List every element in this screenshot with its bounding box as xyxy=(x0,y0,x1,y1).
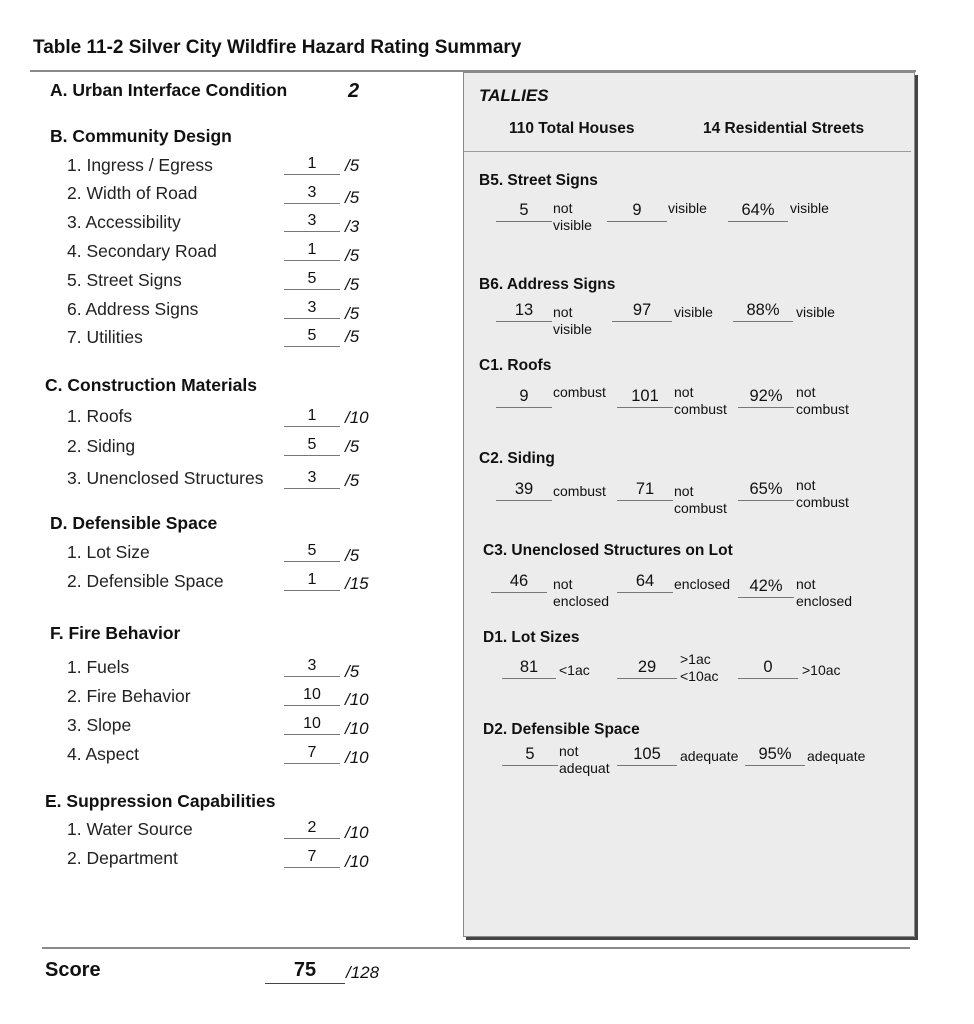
tally-value: 101 xyxy=(617,386,673,408)
rating-value: 3 xyxy=(284,184,340,204)
tally-heading: B5. Street Signs xyxy=(479,172,598,189)
rating-max: /5 xyxy=(345,327,360,346)
rating-label: 4. Aspect xyxy=(67,744,139,764)
tally-value: 105 xyxy=(617,744,677,766)
rating-value: 1 xyxy=(284,407,340,427)
tally-value: 65% xyxy=(738,479,794,501)
rating-value: 3 xyxy=(284,212,340,232)
tally-label: visible xyxy=(674,304,713,320)
tally-label: not enclosed xyxy=(796,576,853,609)
section-c-label: C. Construction Materials xyxy=(45,375,257,395)
rating-label: 2. Fire Behavior xyxy=(67,686,191,706)
tally-label: combust xyxy=(553,384,606,400)
tally-value: 39 xyxy=(496,479,552,501)
rating-label: 1. Ingress / Egress xyxy=(67,155,213,175)
rating-max: /10 xyxy=(345,852,369,871)
tally-label: not combust xyxy=(796,384,849,417)
tally-value: 97 xyxy=(612,300,672,322)
rating-max: /5 xyxy=(345,437,360,456)
tally-heading: D2. Defensible Space xyxy=(483,721,640,738)
rating-value: 10 xyxy=(284,715,340,735)
page-title: Table 11-2 Silver City Wildfire Hazard Rating Summary xyxy=(33,37,522,58)
rating-max: /5 xyxy=(345,304,360,323)
tally-value: 9 xyxy=(607,200,667,222)
tally-value: 81 xyxy=(502,657,556,679)
rating-max: /15 xyxy=(345,574,369,593)
rating-label: 6. Address Signs xyxy=(67,299,199,319)
rating-max: /3 xyxy=(345,217,360,236)
tally-label: not enclosed xyxy=(553,576,610,609)
tally-value: 92% xyxy=(738,386,794,408)
section-d-label: D. Defensible Space xyxy=(50,513,218,533)
section-a-value: 2 xyxy=(348,80,360,102)
tally-value: 0 xyxy=(738,657,798,679)
rating-value: 3 xyxy=(284,657,340,677)
rating-value: 7 xyxy=(284,848,340,868)
total-houses: 110 Total Houses xyxy=(509,120,635,137)
tally-label: not combust xyxy=(674,483,727,516)
section-e-label: E. Suppression Capabilities xyxy=(45,791,276,811)
rating-max: /5 xyxy=(345,471,360,490)
rating-label: 2. Defensible Space xyxy=(67,571,224,591)
rating-value: 3 xyxy=(284,299,340,319)
tally-value: 95% xyxy=(745,744,805,766)
tally-heading: C1. Roofs xyxy=(479,357,552,374)
score-max: /128 xyxy=(346,963,380,982)
rating-label: 1. Roofs xyxy=(67,406,133,426)
residential-streets: 14 Residential Streets xyxy=(703,120,865,137)
tally-label: enclosed xyxy=(674,576,731,592)
tally-heading: B6. Address Signs xyxy=(479,276,616,293)
tally-value: 13 xyxy=(496,300,552,322)
rating-label: 1. Water Source xyxy=(67,819,193,839)
rating-max: /10 xyxy=(345,823,369,842)
score-rule xyxy=(42,947,910,949)
tally-value: 42% xyxy=(738,576,794,598)
tally-value: 5 xyxy=(502,744,558,766)
tally-label: not adequat xyxy=(559,743,610,776)
rating-label: 5. Street Signs xyxy=(67,270,182,290)
tally-label: visible xyxy=(790,200,829,216)
rating-value: 5 xyxy=(284,542,340,562)
score-value: 75 xyxy=(265,959,345,984)
rating-value: 1 xyxy=(284,241,340,261)
rating-label: 3. Accessibility xyxy=(67,212,181,232)
tally-label: not visible xyxy=(553,304,592,337)
rating-value: 10 xyxy=(284,686,340,706)
tally-label: not visible xyxy=(553,200,592,233)
rating-label: 4. Secondary Road xyxy=(67,241,217,261)
section-b-label: B. Community Design xyxy=(50,126,232,146)
rating-max: /10 xyxy=(345,408,369,427)
rating-label: 3. Unenclosed Structures xyxy=(67,468,264,488)
rating-max: /5 xyxy=(345,246,360,265)
tally-label: visible xyxy=(668,200,707,216)
tally-value: 5 xyxy=(496,200,552,222)
rating-max: /10 xyxy=(345,690,369,709)
rating-max: /5 xyxy=(345,546,360,565)
rating-max: /5 xyxy=(345,662,360,681)
tally-label: not combust xyxy=(796,477,849,510)
rating-label: 3. Slope xyxy=(67,715,132,735)
rating-max: /10 xyxy=(345,748,369,767)
section-a-label: A. Urban Interface Condition xyxy=(50,80,288,100)
rating-label: 2. Width of Road xyxy=(67,183,198,203)
tally-value: 29 xyxy=(617,657,677,679)
tally-label: <1ac xyxy=(559,662,590,678)
rating-value: 1 xyxy=(284,155,340,175)
tally-value: 64% xyxy=(728,200,788,222)
tally-heading: C2. Siding xyxy=(479,450,555,467)
tally-heading: C3. Unenclosed Structures on Lot xyxy=(483,542,733,559)
rating-label: 1. Lot Size xyxy=(67,542,150,562)
rating-max: /5 xyxy=(345,275,360,294)
tally-value: 71 xyxy=(617,479,673,501)
tally-label: visible xyxy=(796,304,835,320)
tally-value: 46 xyxy=(491,571,547,593)
tally-heading: D1. Lot Sizes xyxy=(483,629,580,646)
rating-label: 2. Siding xyxy=(67,436,136,456)
tally-label: not combust xyxy=(674,384,727,417)
tallies-rule xyxy=(464,151,911,152)
tallies-title: TALLIES xyxy=(479,86,549,105)
tally-label: combust xyxy=(553,483,606,499)
rating-max: /5 xyxy=(345,188,360,207)
section-f-label: F. Fire Behavior xyxy=(50,623,181,643)
rating-max: /5 xyxy=(345,156,360,175)
rating-label: 1. Fuels xyxy=(67,657,130,677)
tally-value: 9 xyxy=(496,386,552,408)
rating-value: 5 xyxy=(284,436,340,456)
tally-label: >10ac xyxy=(802,662,841,678)
score-label: Score xyxy=(45,959,101,981)
tally-value: 88% xyxy=(733,300,793,322)
rating-value: 7 xyxy=(284,744,340,764)
tally-label: >1ac <10ac xyxy=(680,651,719,684)
rating-label: 7. Utilities xyxy=(67,327,143,347)
rating-label: 2. Department xyxy=(67,848,178,868)
rating-value: 5 xyxy=(284,327,340,347)
tally-label: adequate xyxy=(807,748,866,764)
tally-value: 64 xyxy=(617,571,673,593)
rating-value: 5 xyxy=(284,270,340,290)
rating-value: 1 xyxy=(284,571,340,591)
tally-label: adequate xyxy=(680,748,739,764)
rating-value: 3 xyxy=(284,469,340,489)
rating-max: /10 xyxy=(345,719,369,738)
rating-value: 2 xyxy=(284,819,340,839)
